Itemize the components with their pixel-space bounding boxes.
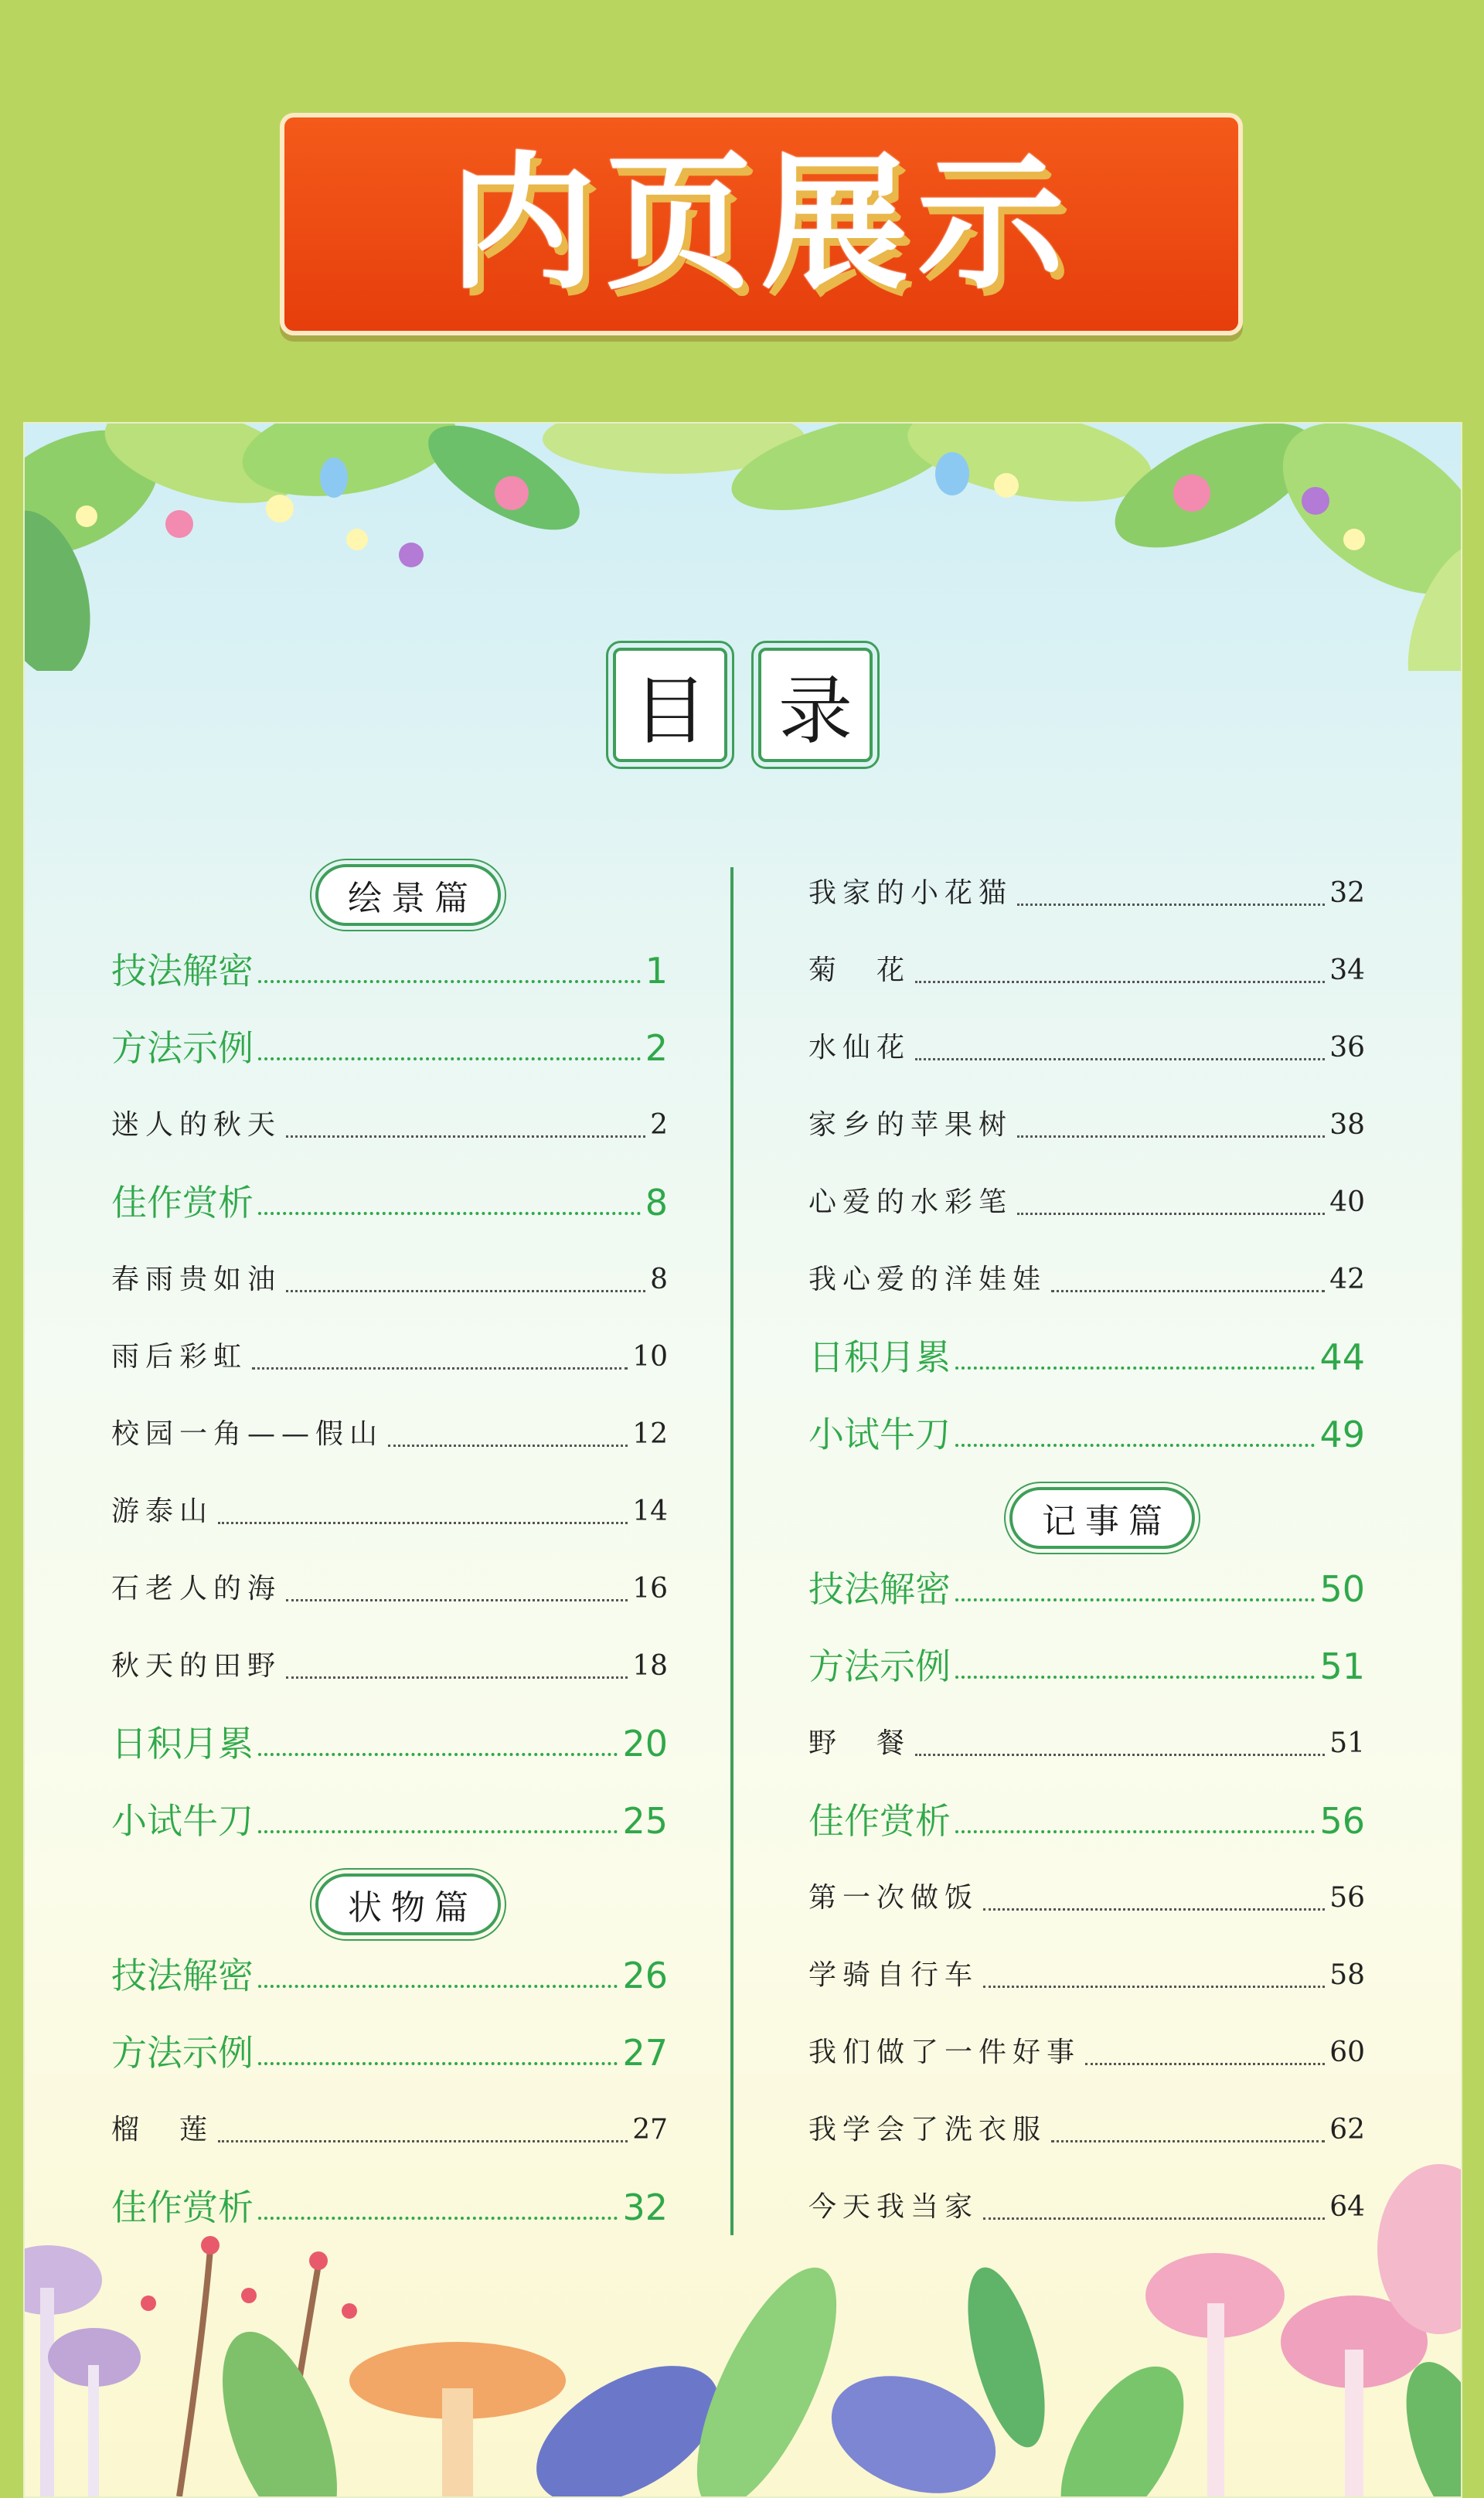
leader-dots [1051,1290,1325,1292]
entry-label: 我心爱的洋娃娃 [808,1264,1047,1295]
toc-entry[interactable] [808,1181,1365,1224]
entry-page: 64 [1329,2191,1365,2223]
leader-dots [955,1598,1315,1601]
leader-dots [252,1367,628,1370]
leader-dots [1017,904,1325,906]
banner-title: 内页展示 [448,138,1074,309]
entry-page: 8 [650,1264,668,1295]
entry-label: 方法示例 [111,2032,254,2074]
leader-dots [258,1057,641,1060]
entry-page: 14 [632,1496,668,1527]
entry-label: 小试牛刀 [111,1800,254,1842]
entry-page: 36 [1329,1032,1365,1064]
leader-dots [955,1366,1315,1370]
leader-dots [1051,2140,1325,2142]
leader-dots [955,1444,1315,1447]
entry-label: 方法示例 [111,1027,254,1069]
entry-page: 51 [1319,1645,1365,1687]
entry-label: 校园一角——假山 [111,1418,384,1450]
entry-label: 家乡的苹果树 [808,1109,1013,1141]
entry-label: 菊 花 [808,955,911,986]
toc-entry[interactable] [808,1722,1365,1765]
entry-label: 小试牛刀 [808,1414,951,1455]
entry-label: 我学会了洗衣服 [808,2114,1047,2146]
entry-page: 62 [1329,2114,1365,2146]
entry-label: 佳作赏析 [808,1800,951,1842]
entry-label: 日积月累 [111,1723,254,1765]
leader-dots [1017,1135,1325,1138]
section-tag: 记事篇 [1009,1487,1195,1549]
entry-page: 10 [632,1341,668,1373]
entry-page: 44 [1319,1336,1365,1378]
entry-label: 水仙花 [808,1032,911,1064]
toc-entry[interactable] [808,1645,1365,1688]
toc-entry[interactable] [111,1722,668,1765]
section-tag: 状物篇 [315,1874,501,1935]
entry-page: 32 [622,2187,668,2228]
toc-entry[interactable] [808,1799,1365,1843]
leader-dots [983,1908,1325,1911]
leader-dots [258,1212,641,1215]
entry-label: 佳作赏析 [111,2187,254,2228]
entry-label: 我家的小花猫 [808,877,1013,909]
leader-dots [915,981,1325,983]
toc-entry[interactable] [111,1181,668,1224]
entry-label: 石老人的海 [111,1573,282,1605]
leader-dots [218,1522,628,1524]
leader-dots [258,2062,618,2065]
toc-entry[interactable] [111,1645,668,1688]
entry-label: 今天我当家 [808,2191,979,2223]
column-divider [730,867,733,2235]
toc-entry[interactable] [808,1026,1365,1070]
toc-entry[interactable] [808,2108,1365,2152]
entry-label: 技法解密 [808,1568,951,1610]
entry-page: 38 [1329,1109,1365,1141]
toc-entry[interactable] [111,1954,668,1997]
leader-dots [1085,2063,1325,2065]
entry-page: 34 [1329,955,1365,986]
toc-entry[interactable] [111,1336,668,1379]
leader-dots [286,1135,645,1138]
toc-entry[interactable] [808,1567,1365,1611]
entry-label: 第一次做饭 [808,1882,979,1914]
toc-page [23,422,1462,2498]
entry-label: 方法示例 [808,1645,951,1687]
leader-dots [286,1290,645,1292]
leader-dots [258,1985,618,1988]
toc-entry[interactable] [111,1258,668,1302]
toc-entry[interactable] [111,1567,668,1611]
toc-entry[interactable] [111,1799,668,1843]
entry-label: 游泰山 [111,1496,214,1527]
page-banner [280,113,1243,335]
toc-entry[interactable] [111,1490,668,1533]
toc-title-char: 目 [613,648,727,762]
entry-page: 56 [1329,1882,1365,1914]
toc-entry[interactable] [808,949,1365,992]
entry-page: 50 [1319,1568,1365,1610]
entry-page: 58 [1329,1959,1365,1991]
entry-page: 20 [622,1723,668,1765]
entry-label: 技法解密 [111,1955,254,1996]
toc-title-char: 录 [758,648,873,762]
bottom-plants-decoration [25,2156,1462,2496]
entry-label: 春雨贵如油 [111,1264,282,1295]
leader-dots [915,1754,1325,1756]
leader-dots [388,1445,628,1447]
toc-entry[interactable] [111,2031,668,2074]
toc-entry[interactable] [111,949,668,992]
entry-label: 技法解密 [111,950,254,992]
entry-label: 雨后彩虹 [111,1341,248,1373]
leader-dots [218,2140,628,2142]
entry-label: 心爱的水彩笔 [808,1186,1013,1218]
leader-dots [286,1599,628,1601]
entry-page: 42 [1329,1264,1365,1295]
leader-dots [258,980,641,983]
entry-page: 27 [622,2032,668,2074]
leader-dots [1017,1213,1325,1215]
entry-page: 27 [632,2114,668,2146]
toc-entry[interactable] [808,1877,1365,1920]
entry-label: 佳作赏析 [111,1182,254,1223]
entry-page: 18 [632,1650,668,1682]
entry-page: 32 [1329,877,1365,909]
entry-label: 秋天的田野 [111,1650,282,1682]
toc-entry[interactable] [111,1026,668,1070]
toc-entry[interactable] [808,1954,1365,1997]
toc-entry[interactable] [111,1413,668,1456]
entry-page: 26 [622,1955,668,1996]
leader-dots [258,1830,618,1833]
entry-label: 日积月累 [808,1336,951,1378]
entry-page: 8 [645,1182,668,1223]
toc-entry[interactable] [111,1104,668,1147]
entry-label: 迷人的秋天 [111,1109,282,1141]
toc-entry[interactable] [808,872,1365,915]
entry-label: 榴 莲 [111,2114,214,2146]
leader-dots [915,1058,1325,1060]
leader-dots [286,1676,628,1679]
entry-label: 我们做了一件好事 [808,2037,1081,2068]
section-tag: 绘景篇 [315,864,501,926]
entry-page: 2 [650,1109,668,1141]
entry-page: 60 [1329,2037,1365,2068]
entry-page: 12 [632,1418,668,1450]
entry-label: 学骑自行车 [808,1959,979,1991]
toc-entry[interactable] [808,1336,1365,1379]
entry-page: 25 [622,1800,668,1842]
entry-page: 2 [645,1027,668,1069]
toc-entry[interactable] [808,1413,1365,1456]
leader-dots [983,1986,1325,1988]
entry-page: 16 [632,1573,668,1605]
toc-entry[interactable] [808,1258,1365,1302]
toc-entry[interactable] [808,2031,1365,2074]
entry-page: 56 [1319,1800,1365,1842]
entry-label: 野 餐 [808,1727,911,1759]
toc-entry[interactable] [808,1104,1365,1147]
entry-page: 40 [1329,1186,1365,1218]
entry-page: 49 [1319,1414,1365,1455]
toc-entry[interactable] [111,2108,668,2152]
leader-dots [955,1676,1315,1679]
entry-page: 1 [645,950,668,992]
leader-dots [955,1830,1315,1833]
entry-page: 51 [1329,1727,1365,1759]
leader-dots [258,1753,618,1756]
